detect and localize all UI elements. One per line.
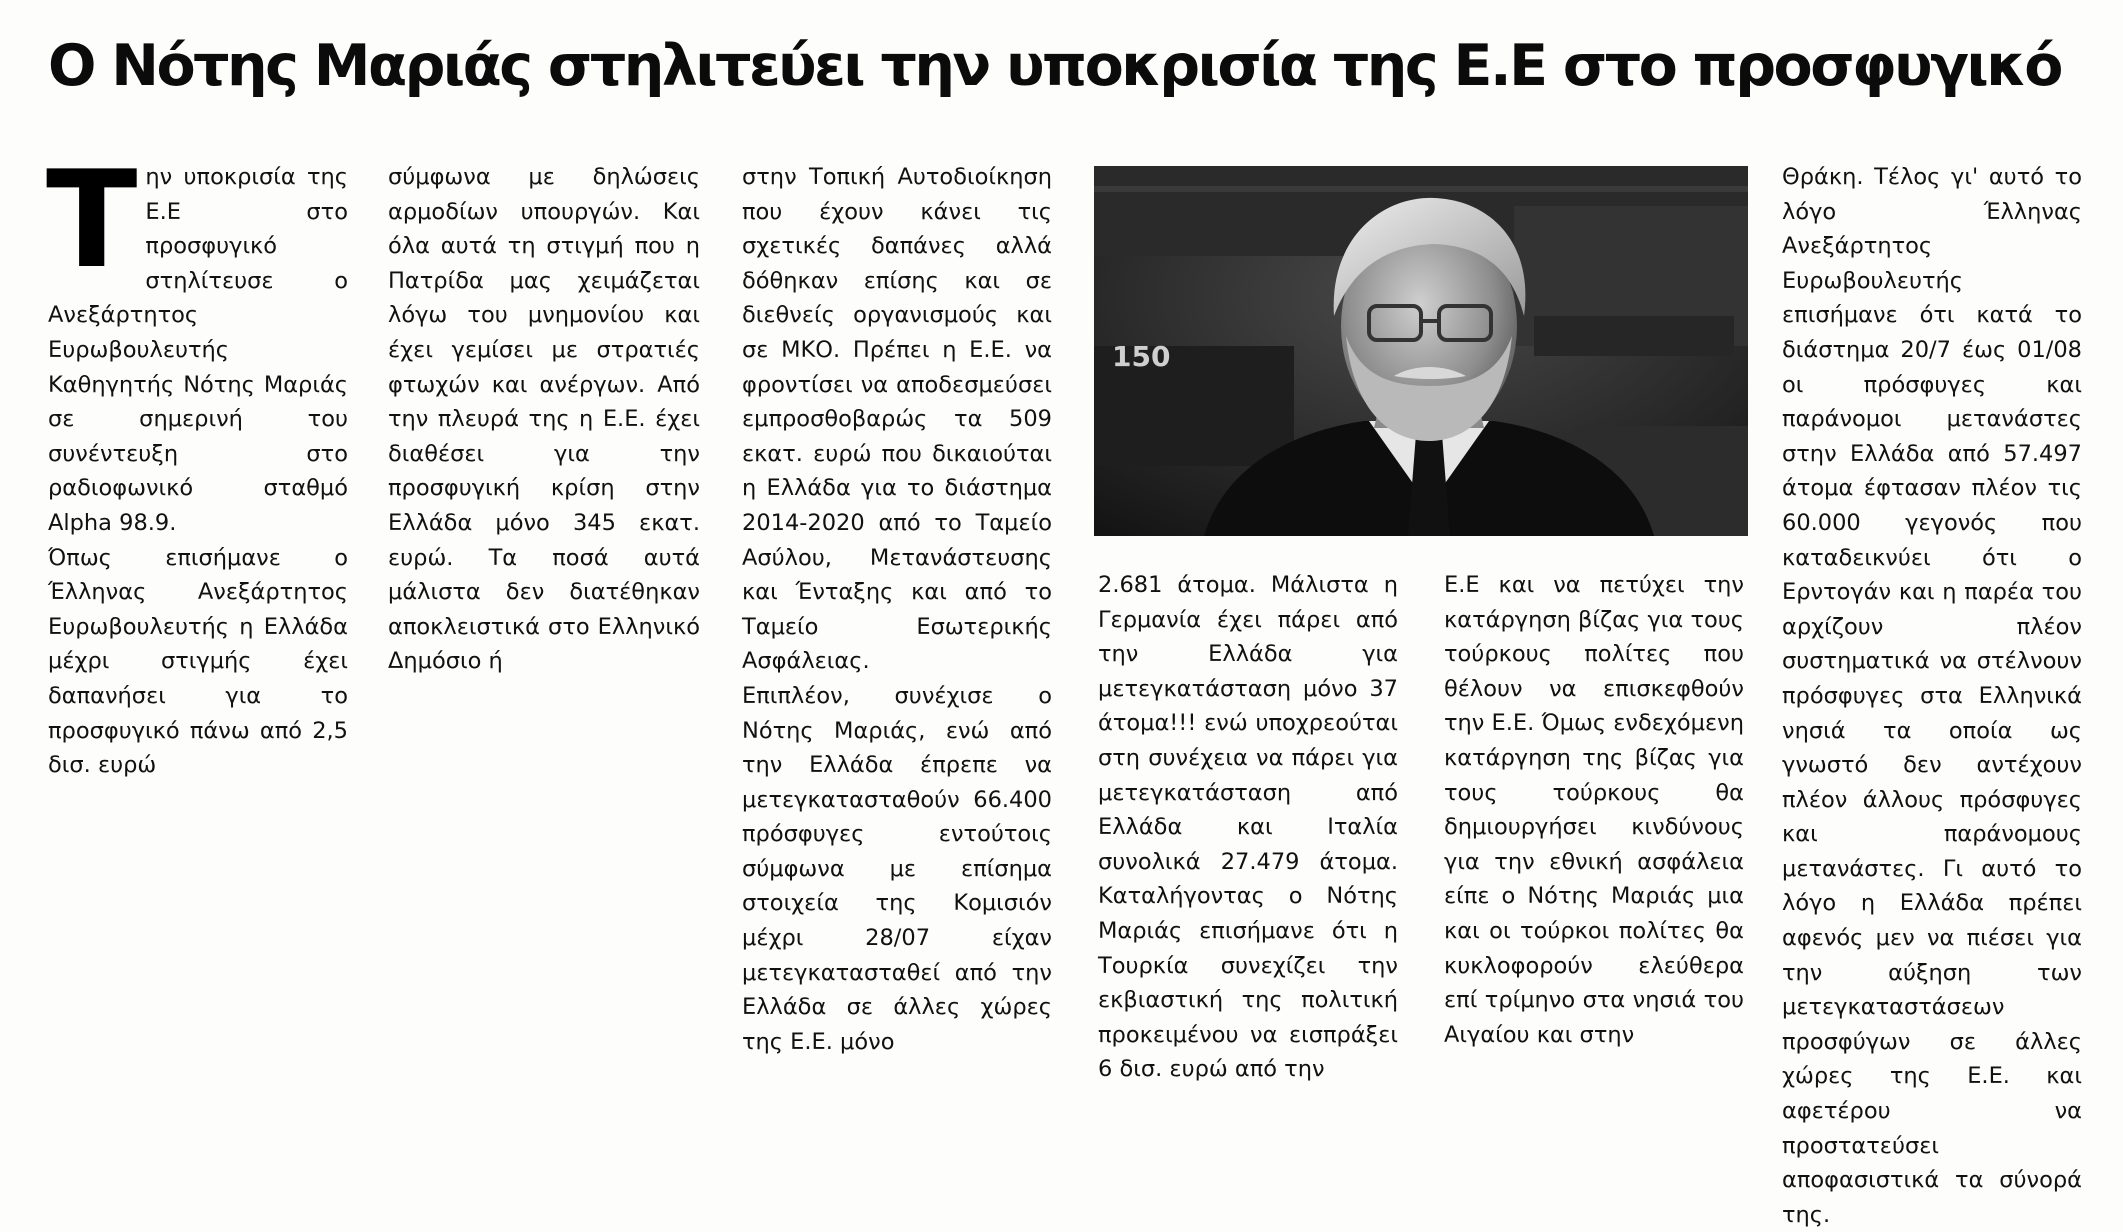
article-paragraph: σύμφωνα με δηλώσεις αρμοδίων υπουργών. Και όλα αυτά τη στιγμή που η Πατρίδα μας χειμάζεται λόγω του μνημονίου και έχει γεμίσει με στρατιές φτωχών και ανέργων. Από την πλευρά της η Ε.Ε. έχει διαθέσει για την προσφυγική κρίση στην Ελλάδα μόνο 345 εκατ. ευρώ. Τα ποσά αυτά μάλιστα δεν διατέθηκαν αποκλειστικά στο Ελληνικό Δημόσιο ή <box>388 164 700 675</box>
article-paragraph: Όπως επισήμανε ο Έλληνας Ανεξάρτητος Ευρωβουλευτής η Ελλάδα μέχρι στιγμής έχει δαπανήσει για το προσφυγικό πάνω από 2,5 δισ. ευρώ <box>48 544 348 779</box>
article-paragraph: Επιπλέον, συνέχισε ο Νότης Μαριάς, ενώ από την Ελλάδα έπρεπε να μετεγκατασταθούν 66.400 πρόσφυγες εντούτοις σύμφωνα με επίσημα στοιχεία της Κομισιόν μέχρι 28/07 είχαν μετεγκατασταθεί από την Ελλάδα σε άλλες χώρες της Ε.Ε. μόνο <box>742 682 1052 1055</box>
drop-cap: Τ <box>46 142 138 298</box>
article-column-5 <box>1444 568 1744 1118</box>
article-paragraph: Την υποκρισία της Ε.Ε στο προσφυγικό στηλίτευσε ο Ανεξάρτητος Ευρωβουλευτής Καθηγητής Νότης Μαριάς σε σημερινή του συνέντευξη στο ραδιοφωνικό σταθμό Alpha 98.9. <box>46 142 348 536</box>
article-paragraph: στην Τοπική Αυτοδιοίκηση που έχουν κάνει τις σχετικές δαπάνες αλλά δόθηκαν επίσης και σε διεθνείς οργανισμούς και σε ΜΚΟ. Πρέπει η Ε.Ε. να φροντίσει να αποδεσμεύσει εμπροσθοβαρώς τα 509 εκατ. ευρώ που δικαιούται η Ελλάδα για το διάστημα 2014-2020 από το Ταμείο Ασύλου, Μετανάστευσης και Ένταξης και από το Ταμείο Εσωτερικής Ασφάλειας. <box>742 164 1052 675</box>
portrait-photo <box>1094 166 1748 536</box>
article-column-3 <box>742 160 1052 1120</box>
article-paragraph: Θράκη. Τέλος γι' αυτό το λόγο Έλληνας Ανεξάρτητος Ευρωβουλευτής επισήμανε ότι κατά το διάστημα 20/7 έως 01/08 οι πρόσφυγες και παράνομοι μετανάστες στην Ελλάδα από 57.497 άτομα έφτασαν πλέον τις 60.000 γεγονός που καταδεικνύει ότι ο Ερντογάν και η παρέα του αρχίζουν πλέον συστηματικά να στέλνουν πρόσφυγες στα Ελληνικά νησιά τα οποία ως γνωστό δεν αντέχουν πλέον άλλους πρόσφυγες και παράνομους μετανάστες. Γι αυτό το λόγο η Ελλάδα πρέπει αφενός μεν να πιέσει για την αύξηση των μετεγκαταστάσεων προσφύγων σε άλλες χώρες της Ε.Ε. και αφετέρου να προστατεύσει αποφασιστικά τα σύνορά της. <box>1782 164 2082 1228</box>
article-paragraph: 2.681 άτομα. Μάλιστα η Γερμανία έχει πάρει από την Ελλάδα για μετεγκατάσταση μόνο 37 άτομα!!! ενώ υποχρεούται στη συνέχεια να πάρει για μετεγκατάσταση από Ελλάδα και Ιταλία συνολικά 27.479 άτομα. Καταλήγοντας ο Νότης Μαριάς επισήμανε ότι η Τουρκία συνεχίζει την εκβιαστική της πολιτική προκειμένου να εισπράξει 6 δισ. ευρώ από την <box>1098 572 1398 1083</box>
article-column-4 <box>1098 568 1398 1118</box>
article-column-6 <box>1782 160 2082 1228</box>
article-column-2 <box>388 160 700 1120</box>
photo-sign-text: 150 <box>1112 340 1171 373</box>
article-headline: Ο Νότης Μαριάς στηλιτεύει την υποκρισία της Ε.Ε στο προσφυγικό <box>48 33 2061 99</box>
article-column-1 <box>46 142 348 1120</box>
article-paragraph: Ε.Ε και να πετύχει την κατάργηση βίζας για τους τούρκους πολίτες που θέλουν να επισκεφθούν την Ε.Ε. Όμως ενδεχόμενη κατάργηση της βίζας για τους τούρκους θα δημιουργήσει κινδύνους για την εθνική ασφάλεια είπε ο Νότης Μαριάς μια και οι τούρκοι πολίτες θα κυκλοφορούν ελεύθερα επί τρίμηνο στα νησιά του Αιγαίου και στην <box>1444 572 1744 1048</box>
